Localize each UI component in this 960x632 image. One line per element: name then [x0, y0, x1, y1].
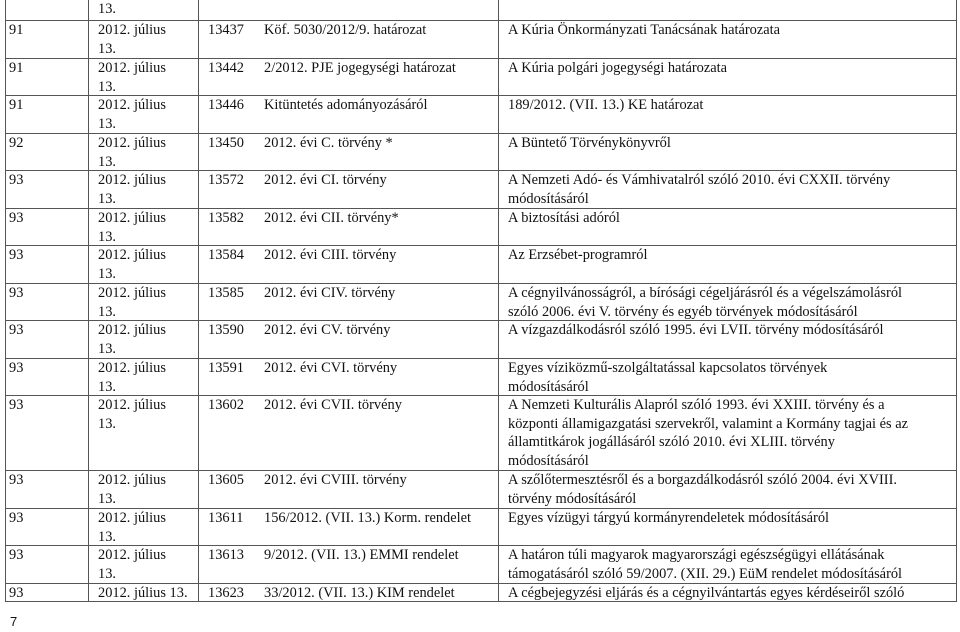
reference-number: 13442 — [208, 60, 244, 76]
act-subject: A szőlőtermesztésről és a borgazdálkodásról szóló 2004. évi XVIII. — [508, 472, 897, 488]
act-subject: államtitkárok jogállásáról szóló 2010. évi XLIII. törvény — [508, 434, 835, 451]
publish-date: 13. — [98, 115, 116, 132]
reference-number: 13584 — [208, 247, 244, 263]
publish-date: 2012. július — [98, 285, 166, 301]
publish-date: 13. — [98, 415, 116, 432]
issue-number: 93 — [9, 172, 24, 188]
issue-number: 93 — [9, 360, 24, 376]
publish-date: 13. — [98, 303, 116, 320]
act-title: 2012. évi CI. törvény — [264, 172, 387, 188]
act-title: 33/2012. (VII. 13.) KIM rendelet — [264, 585, 455, 601]
act-subject: módosításáról — [508, 378, 589, 395]
publish-date: 2012. július — [98, 172, 166, 188]
reference-number: 13446 — [208, 97, 244, 113]
publish-date: 13. — [98, 40, 116, 57]
act-subject: A Nemzeti Kulturális Alapról szóló 1993. évi XXIII. törvény és a — [508, 397, 885, 413]
issue-number: 91 — [9, 60, 24, 76]
publish-date: 2012. július — [98, 397, 166, 413]
act-subject: A Nemzeti Adó- és Vámhivatalról szóló 2010. évi CXXII. törvény — [508, 172, 891, 188]
issue-number: 93 — [9, 210, 24, 226]
table-row — [5, 283, 957, 321]
act-title: 9/2012. (VII. 13.) EMMI rendelet — [264, 547, 459, 563]
table-row-fragment — [5, 0, 957, 20]
reference-number: 13582 — [208, 210, 244, 226]
reference-number: 13602 — [208, 397, 244, 413]
table-row — [5, 245, 957, 284]
publish-date: 2012. július — [98, 60, 166, 76]
publish-date: 2012. július — [98, 322, 166, 338]
page-number: 7 — [10, 614, 18, 629]
publish-date: 2012. július — [98, 510, 166, 526]
act-title: 2012. évi CVIII. törvény — [264, 472, 407, 488]
act-subject: A Kúria polgári jogegységi határozata — [508, 60, 727, 76]
publish-date: 13. — [98, 528, 116, 545]
issue-number: 91 — [9, 97, 24, 113]
act-subject: módosításáról — [508, 190, 589, 207]
act-title: 2012. évi CIII. törvény — [264, 247, 397, 263]
act-subject: törvény módosításáról — [508, 490, 637, 507]
act-title: 2/2012. PJE jogegységi határozat — [264, 60, 456, 76]
act-subject: A cégbejegyzési eljárás és a cégnyilvántartás egyes kérdéseiről szóló — [508, 585, 905, 601]
reference-number: 13590 — [208, 322, 244, 338]
issue-number: 93 — [9, 472, 24, 488]
issue-number: 93 — [9, 397, 24, 413]
publish-date: 13. — [98, 490, 116, 507]
table-row — [5, 583, 957, 602]
table-row — [5, 133, 957, 171]
table-row — [5, 358, 957, 396]
reference-number: 13585 — [208, 285, 244, 301]
table-row — [5, 545, 957, 584]
table-row — [5, 470, 957, 509]
reference-number: 13591 — [208, 360, 244, 376]
date-fragment: 13. — [98, 1, 116, 17]
act-title: 2012. évi CV. törvény — [264, 322, 391, 338]
publish-date: 13. — [98, 565, 116, 582]
issue-number: 93 — [9, 247, 24, 263]
act-title: 2012. évi CII. törvény* — [264, 210, 399, 226]
issue-number: 93 — [9, 510, 24, 526]
issue-number: 93 — [9, 585, 24, 601]
publish-date: 13. — [98, 228, 116, 245]
publish-date: 2012. július 13. — [98, 585, 188, 601]
publish-date: 2012. július — [98, 22, 166, 38]
legislation-table — [5, 0, 957, 602]
publish-date: 2012. július — [98, 472, 166, 488]
act-title: 2012. évi CVII. törvény — [264, 397, 402, 413]
reference-number: 13450 — [208, 135, 244, 151]
issue-number: 91 — [9, 22, 24, 38]
act-subject: A vízgazdálkodásról szóló 1995. évi LVII. törvény módosításáról — [508, 322, 884, 338]
publish-date: 2012. július — [98, 210, 166, 226]
act-title: 2012. évi CIV. törvény — [264, 285, 396, 301]
table-row — [5, 20, 957, 59]
act-title: Kitüntetés adományozásáról — [264, 97, 428, 113]
act-subject: központi államigazgatási szervekről, valamint a Kormány tagjai és az — [508, 415, 908, 432]
issue-number: 93 — [9, 285, 24, 301]
publish-date: 13. — [98, 190, 116, 207]
publish-date: 13. — [98, 153, 116, 170]
reference-number: 13613 — [208, 547, 244, 563]
table-row — [5, 58, 957, 96]
act-title: 2012. évi C. törvény * — [264, 135, 393, 151]
reference-number: 13623 — [208, 585, 244, 601]
issue-number: 92 — [9, 135, 24, 151]
publish-date: 13. — [98, 265, 116, 282]
act-subject: A határon túli magyarok magyarországi egészségügyi ellátásának — [508, 547, 885, 563]
act-subject: támogatásáról szóló 59/2007. (XII. 29.) EüM rendelet módosításáról — [508, 565, 903, 582]
act-subject: 189/2012. (VII. 13.) KE határozat — [508, 97, 704, 113]
table-row — [5, 95, 957, 134]
act-title: 156/2012. (VII. 13.) Korm. rendelet — [264, 510, 472, 526]
reference-number: 13437 — [208, 22, 244, 38]
issue-number: 93 — [9, 322, 24, 338]
table-row — [5, 170, 957, 209]
act-title: 2012. évi CVI. törvény — [264, 360, 398, 376]
act-subject: Egyes víziközmű-szolgáltatással kapcsolatos törvények — [508, 360, 828, 376]
table-row — [5, 395, 957, 471]
act-subject: Egyes vízügyi tárgyú kormányrendeletek módosításáról — [508, 510, 830, 526]
publish-date: 2012. július — [98, 247, 166, 263]
act-subject: módosításáról — [508, 453, 589, 470]
publish-date: 13. — [98, 378, 116, 395]
act-subject: A biztosítási adóról — [508, 210, 620, 226]
act-subject: A Kúria Önkormányzati Tanácsának határozata — [508, 22, 781, 38]
table-row — [5, 208, 957, 246]
reference-number: 13605 — [208, 472, 244, 488]
publish-date: 13. — [98, 78, 116, 95]
publish-date: 2012. július — [98, 360, 166, 376]
table-row — [5, 508, 957, 546]
reference-number: 13611 — [208, 510, 244, 526]
act-subject: A Büntető Törvénykönyvről — [508, 135, 671, 151]
publish-date: 2012. július — [98, 97, 166, 113]
publish-date: 13. — [98, 340, 116, 357]
issue-number: 93 — [9, 547, 24, 563]
publish-date: 2012. július — [98, 547, 166, 563]
table-row — [5, 320, 957, 359]
publish-date: 2012. július — [98, 135, 166, 151]
reference-number: 13572 — [208, 172, 244, 188]
act-subject: szóló 2006. évi V. törvény és egyéb törvények módosításáról — [508, 303, 858, 320]
act-subject: Az Erzsébet-programról — [508, 247, 648, 263]
act-title: Köf. 5030/2012/9. határozat — [264, 22, 427, 38]
act-subject: A cégnyilvánosságról, a bírósági cégeljárásról és a végelszámolásról — [508, 285, 903, 301]
